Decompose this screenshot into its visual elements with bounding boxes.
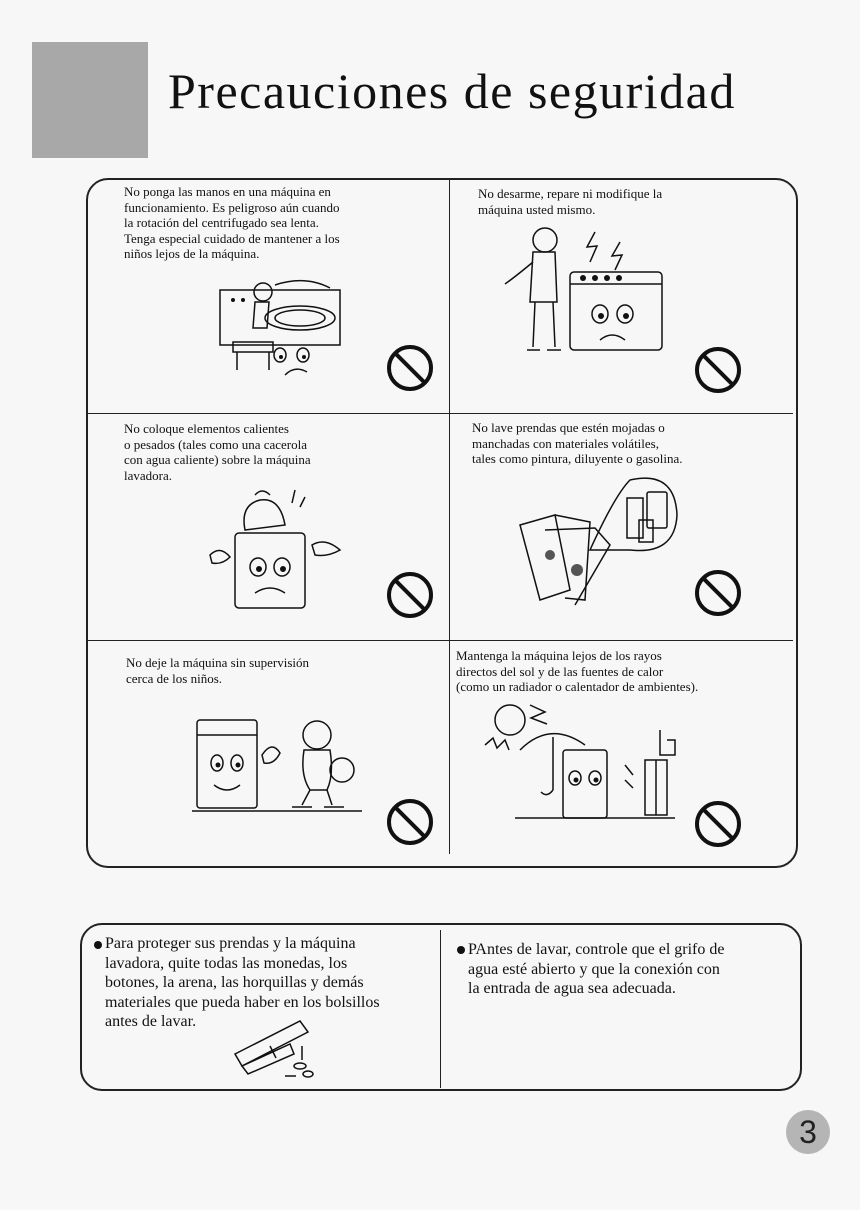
grid-horizontal-divider-1 xyxy=(88,413,793,414)
precaution-text-volatile: No lave prendas que estén mojadas o manchadas con materiales volátiles, tales como pintura, diluyente o gasolina. xyxy=(472,420,683,467)
man-repairing-washer-illustration xyxy=(495,222,665,357)
precaution-text-hot-objects: No coloque elementos calientes o pesados (tales como una cacerola con agua caliente) sobre la máquina lavadora. xyxy=(124,421,311,483)
child-at-washer-illustration xyxy=(215,270,345,380)
precaution-text-disassemble: No desarme, repare ni modifique la máquina usted mismo. xyxy=(478,186,663,217)
bullet-icon xyxy=(457,946,465,954)
grid-vertical-divider xyxy=(449,180,450,854)
bullet-icon xyxy=(94,941,102,949)
grid-horizontal-divider-2 xyxy=(88,640,793,641)
no-symbol-icon xyxy=(385,797,435,847)
kettle-on-washer-illustration xyxy=(200,485,350,615)
precaution-text-supervision: No deje la máquina sin supervisión cerca de los niños. xyxy=(126,655,310,686)
no-symbol-icon xyxy=(693,345,743,395)
note-pockets: Para proteger sus prendas y la máquina lavadora, quite todas las monedas, los botones, la arena, las horquillas y demás materiales que pueda haber en los bolsillos antes de lavar. xyxy=(105,935,380,1030)
title-gray-block xyxy=(32,42,148,158)
precaution-text-hands: No ponga las manos en una máquina en funcionamiento. Es peligroso aún cuando la rotación del centrifugado sea lenta. Tenga especial cuidado de mantener a los niños lejos de la máquina. xyxy=(124,184,340,262)
stained-clothes-and-cans-illustration xyxy=(515,470,685,610)
note-water-faucet: PAntes de lavar, controle que el grifo de agua esté abierto y que la conexión con la entrada de agua sea adecuada. xyxy=(468,941,725,997)
notes-divider xyxy=(440,930,441,1088)
no-symbol-icon xyxy=(693,799,743,849)
trousers-pocket-illustration xyxy=(230,1016,330,1081)
no-symbol-icon xyxy=(385,570,435,620)
page-title: Precauciones de seguridad xyxy=(168,63,736,119)
no-symbol-icon xyxy=(385,343,435,393)
sun-and-heater-illustration xyxy=(475,700,685,820)
no-symbol-icon xyxy=(693,568,743,618)
precaution-text-sun-heat: Mantenga la máquina lejos de los rayos directos del sol y de las fuentes de calor (como un radiador o calentador de ambientes). xyxy=(456,648,699,695)
page-number: 3 xyxy=(786,1110,830,1154)
child-and-washer-illustration xyxy=(192,715,362,815)
